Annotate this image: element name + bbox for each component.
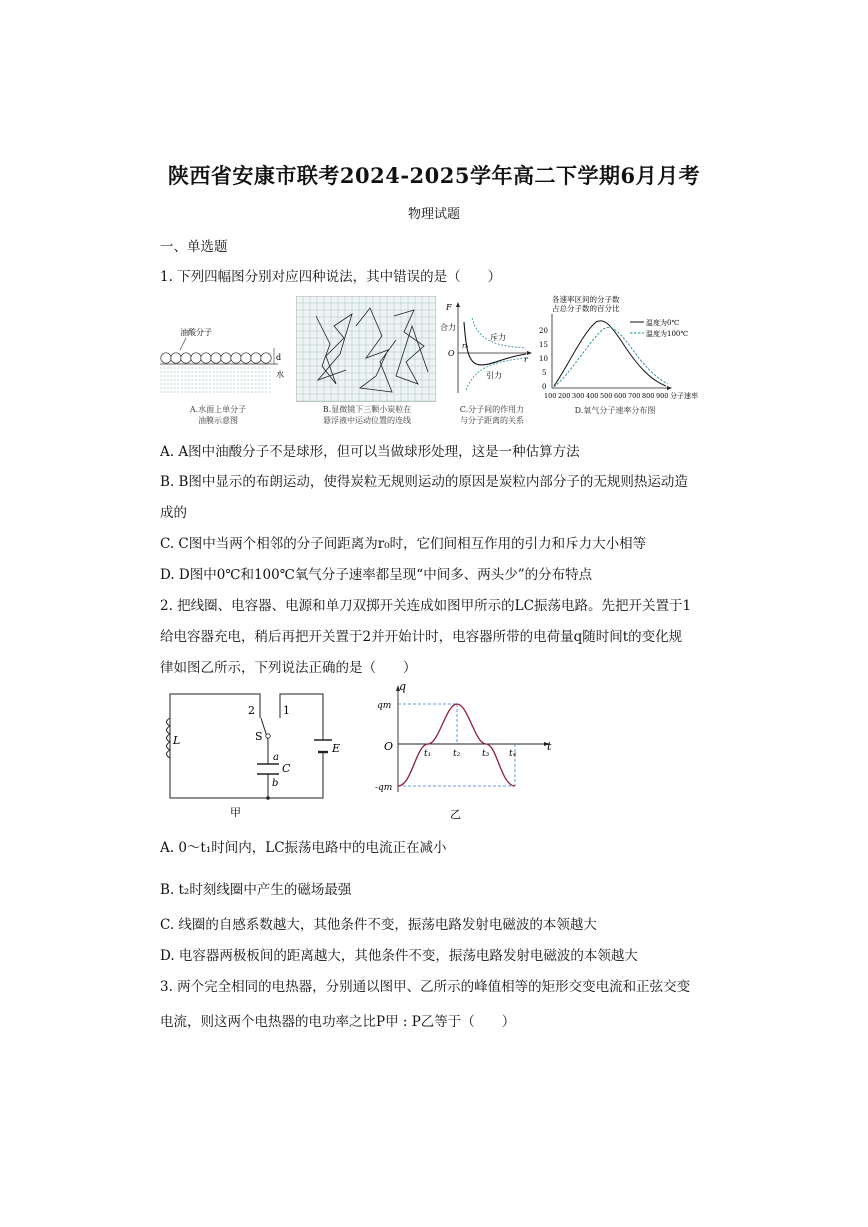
circuit-inductor-label: L — [173, 734, 181, 747]
q3-stem-line-1: 3. 两个完全相同的电热器，分别通以图甲、乙所示的峰值相等的矩形交变电流和正弦交变 — [160, 979, 691, 995]
q2-charge-graph — [375, 680, 560, 825]
inductor-coil — [167, 718, 171, 758]
fig-a-molecules — [161, 353, 271, 363]
fig-d-xticks — [544, 392, 668, 400]
q3-stem-line-2: 电流，则这两个电热器的电功率之比P甲 : P乙等于（ ） — [160, 1014, 516, 1030]
fig-c-y-arrow — [456, 302, 460, 307]
page-subtitle: 物理试题 — [407, 207, 460, 222]
graph-t-label: t — [547, 740, 552, 753]
fig-d-ytick-10: 10 — [539, 355, 548, 363]
circuit-right-top-wire — [280, 694, 323, 740]
q1-option-d: D. D图中0℃和100℃氧气分子速率都呈现“中间多、两头少”的分布特点 — [160, 567, 593, 583]
fig-d-ytick-0: 0 — [542, 383, 547, 391]
oil-molecule — [161, 353, 171, 363]
oil-molecule — [191, 353, 201, 363]
graph-t4-label: t₄ — [509, 749, 517, 759]
fig-d-xtick: 500 — [600, 392, 613, 400]
q2-circuit-diagram — [155, 690, 345, 825]
fig-d-ylabel-line-2: 占总分子数的百分比 — [552, 304, 620, 313]
graph-qm-label: qm — [377, 701, 392, 711]
fig-d-ytick-20: 20 — [539, 327, 548, 335]
fig-c-f-label: F — [446, 303, 452, 312]
fig-a-leader-line — [180, 338, 186, 350]
graph-t2-label: t₂ — [453, 749, 461, 759]
circuit-junction — [266, 796, 270, 800]
fig-d-xtick: 900 — [656, 392, 669, 400]
circuit-switch-label: S — [255, 730, 263, 743]
circuit-caption: 甲 — [230, 806, 241, 819]
fig-d-xtick: 400 — [586, 392, 599, 400]
q2-stem-line-1: 2. 把线圈、电容器、电源和单刀双掷开关连成如图甲所示的LC振荡电路。先把开关置于1 — [160, 598, 692, 614]
fig-d-ytick-15: 15 — [539, 341, 548, 349]
fig-d-ytick-5: 5 — [542, 369, 547, 377]
fig-b-caption-line-1: B.显微镜下三颗小炭粒在 — [322, 405, 412, 414]
q1-option-c: C. C图中当两个相邻的分子间距离为r₀时，它们间相互作用的引力和斥力大小相等 — [160, 536, 647, 552]
fig-b-grid — [296, 296, 436, 402]
circuit-battery-label: E — [332, 742, 341, 755]
q2-option-b: B. t₂时刻线圈中产生的磁场最强 — [160, 882, 352, 898]
fig-d-caption: D.氧气分子速率分布图 — [574, 406, 656, 415]
circuit-plate-a-label: a — [273, 752, 279, 763]
circuit-terminal-2: 2 — [248, 704, 255, 717]
fig-c-repulsion-label: 斥力 — [490, 333, 506, 342]
fig-d-legend-100c: 温度为100℃ — [646, 330, 689, 338]
graph-neg-qm-label: -qm — [375, 783, 393, 793]
fig-a-d-label: d — [276, 353, 282, 362]
graph-t1-label: t₁ — [424, 749, 432, 759]
fig-c-attraction-label: 引力 — [486, 371, 502, 380]
graph-origin-label: O — [384, 740, 394, 753]
q2-stem-line-2: 给电容器充电，稍后再把开关置于2并开始计时，电容器所带的电荷量q随时间t的变化规 — [160, 629, 683, 645]
q1-figure-b — [296, 296, 436, 402]
section-heading: 一、单选题 — [160, 239, 228, 255]
oil-molecule — [171, 353, 181, 363]
q1-stem: 1. 下列四幅图分别对应四种说法，其中错误的是（ ） — [160, 269, 502, 285]
circuit-plate-b-label: b — [272, 778, 279, 789]
fig-c-caption-line-1: C.分子间的作用力 — [459, 405, 525, 414]
fig-c-caption — [444, 404, 540, 426]
fig-c-caption-line-2: 与分子距离的关系 — [460, 416, 524, 425]
page-title: 陕西省安康市联考2024-2025学年高二下学期6月月考 — [167, 163, 701, 188]
fig-c-r-label: r — [524, 355, 528, 364]
fig-a-caption — [158, 404, 278, 426]
graph-q-label: q — [399, 680, 407, 693]
oil-molecule — [181, 353, 191, 363]
q1-figure-d — [538, 294, 708, 406]
fig-b-caption — [302, 404, 432, 426]
fig-d-xtick: 800 — [642, 392, 655, 400]
fig-d-xtick: 200 — [558, 392, 571, 400]
graph-t3-label: t₃ — [482, 749, 490, 759]
circuit-terminal-1: 1 — [283, 704, 290, 717]
oil-molecule — [231, 353, 241, 363]
oil-molecule — [261, 353, 271, 363]
q2-stem-line-3: 律如图乙所示，下列说法正确的是（ ） — [160, 660, 417, 676]
fig-a-molecule-label: 油酸分子 — [180, 328, 212, 337]
graph-caption: 乙 — [450, 808, 461, 821]
fig-d-legend-0c: 温度为0℃ — [646, 319, 680, 327]
q2-option-c: C. 线圈的自感系数越大，其他条件不变，振荡电路发射电磁波的本领越大 — [160, 917, 597, 933]
fig-c-net-force-label: 合力 — [440, 323, 456, 332]
q1-option-a: A. A图中油酸分子不是球形，但可以当做球形处理，这是一种估算方法 — [160, 444, 580, 460]
switch-pivot — [266, 734, 270, 738]
oil-molecule — [251, 353, 261, 363]
fig-d-xaxis-label: 分子速率 — [670, 392, 698, 400]
fig-a-water-hatch — [160, 368, 272, 392]
circuit-capacitor-label: C — [282, 762, 291, 775]
oil-molecule — [201, 353, 211, 363]
oil-molecule — [241, 353, 251, 363]
q1-option-b: B. B图中显示的布朗运动，使得炭粒无规则运动的原因是炭粒内部分子的无规则热运动造 — [160, 474, 688, 490]
fig-d-xtick: 100 — [544, 392, 557, 400]
q1-figure-a — [158, 322, 288, 402]
fig-c-r0-label: r₀ — [462, 342, 469, 350]
oil-molecule — [221, 353, 231, 363]
fig-c-net-force-curve — [464, 322, 526, 365]
q2-option-a: A. 0～t₁时间内，LC振荡电路中的电流正在减小 — [160, 840, 447, 856]
fig-d-x-arrow — [667, 386, 672, 390]
q2-option-d: D. 电容器两极板间的距离越大，其他条件不变，振荡电路发射电磁波的本领越大 — [160, 948, 638, 964]
fig-a-water-label: 水 — [276, 370, 284, 379]
q1-figure-c — [440, 298, 536, 402]
fig-d-xtick: 700 — [628, 392, 641, 400]
oil-molecule — [211, 353, 221, 363]
q1-option-b-continued: 成的 — [160, 505, 187, 521]
fig-d-xtick: 300 — [572, 392, 585, 400]
fig-b-caption-line-2: 悬浮液中运动位置的连线 — [323, 416, 411, 425]
fig-d-xtick: 600 — [614, 392, 627, 400]
fig-d-ylabel-line-1: 各速率区间的分子数 — [552, 295, 620, 304]
fig-a-caption-line-2: 油膜示意图 — [198, 416, 238, 425]
graph-charge-curve — [398, 704, 515, 786]
fig-a-caption-line-1: A.水面上单分子 — [189, 405, 247, 414]
fig-c-origin-label: O — [448, 349, 455, 358]
